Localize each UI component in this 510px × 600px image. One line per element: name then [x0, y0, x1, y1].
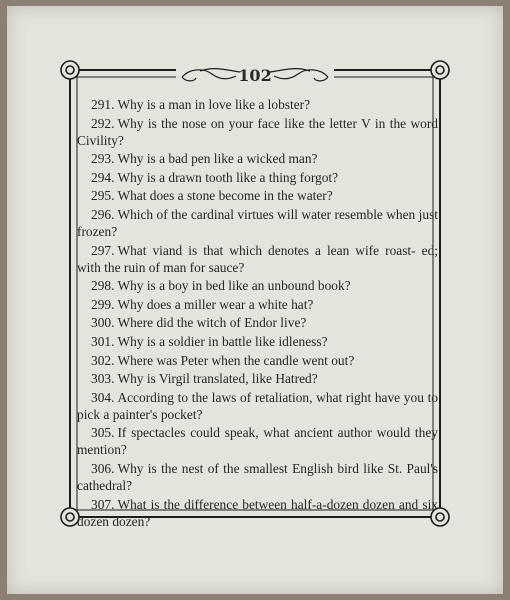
question-text: If spectacles could speak, what ancient author would they mention?: [77, 425, 438, 458]
question-number: 304.: [91, 389, 115, 405]
question-number: 291.: [91, 97, 115, 112]
question-text: Where did the witch of Endor live?: [117, 315, 307, 331]
page-number: 102: [238, 66, 272, 85]
question-text: What does a stone become in the water?: [117, 188, 333, 204]
question-text: Why is a bad pen like a wicked man?: [117, 151, 318, 167]
question-text: Why is a boy in bed like an unbound book?: [117, 278, 351, 294]
question-number: 301.: [91, 333, 115, 349]
question-299: [77, 296, 438, 313]
question-number: 293.: [91, 151, 115, 167]
question-text: Where was Peter when the candle went out?: [117, 352, 355, 368]
question-295: [77, 187, 438, 204]
question-297: [77, 242, 438, 276]
page-header: [0, 66, 510, 85]
question-text: Why is Virgil translated, like Hatred?: [117, 371, 318, 387]
question-number: 300.: [91, 315, 115, 331]
question-number: 297.: [91, 242, 115, 258]
question-text: Why is the nest of the smallest English bird like St. Paul's cathedral?: [77, 460, 438, 493]
question-number: 307.: [91, 496, 115, 512]
question-number: 294.: [91, 169, 115, 185]
question-number: 295.: [91, 188, 115, 204]
question-number: 305.: [91, 425, 115, 441]
question-number: 298.: [91, 278, 115, 294]
question-number: 306.: [91, 460, 115, 476]
question-text: Which of the cardinal virtues will water resemble when just frozen?: [77, 206, 438, 239]
question-304: [77, 389, 438, 423]
question-text: Why is a man in love like a lobster?: [117, 97, 311, 112]
question-306: [77, 460, 438, 494]
question-305: [77, 424, 438, 458]
question-298: [77, 277, 438, 294]
question-292: [77, 115, 438, 149]
question-number: 302.: [91, 352, 115, 368]
question-301: [77, 333, 438, 350]
question-text: What is the difference between half-a-dozen dozen and six dozen dozen?: [77, 496, 438, 529]
question-number: 292.: [91, 115, 115, 131]
question-text: According to the laws of retaliation, what right have you to pick a painter's pocket?: [77, 389, 438, 422]
question-302: [77, 352, 438, 369]
question-296: [77, 206, 438, 240]
question-number: 296.: [91, 206, 115, 222]
question-291: [77, 96, 438, 113]
question-number: 299.: [91, 296, 115, 312]
question-text: Why is a soldier in battle like idleness?: [117, 333, 328, 349]
question-list: [77, 96, 438, 531]
question-300: [77, 314, 438, 331]
question-303: [77, 370, 438, 387]
question-307: [77, 496, 438, 530]
question-text: What viand is that which denotes a lean wife roast- ed; with the ruin of man for sauce?: [77, 242, 438, 275]
question-294: [77, 169, 438, 186]
question-number: 303.: [91, 371, 115, 387]
question-text: Why is the nose on your face like the letter V in the word Civility?: [77, 115, 438, 148]
question-text: Why is a drawn tooth like a thing forgot?: [117, 169, 339, 185]
question-293: [77, 150, 438, 167]
question-text: Why does a miller wear a white hat?: [117, 296, 314, 312]
